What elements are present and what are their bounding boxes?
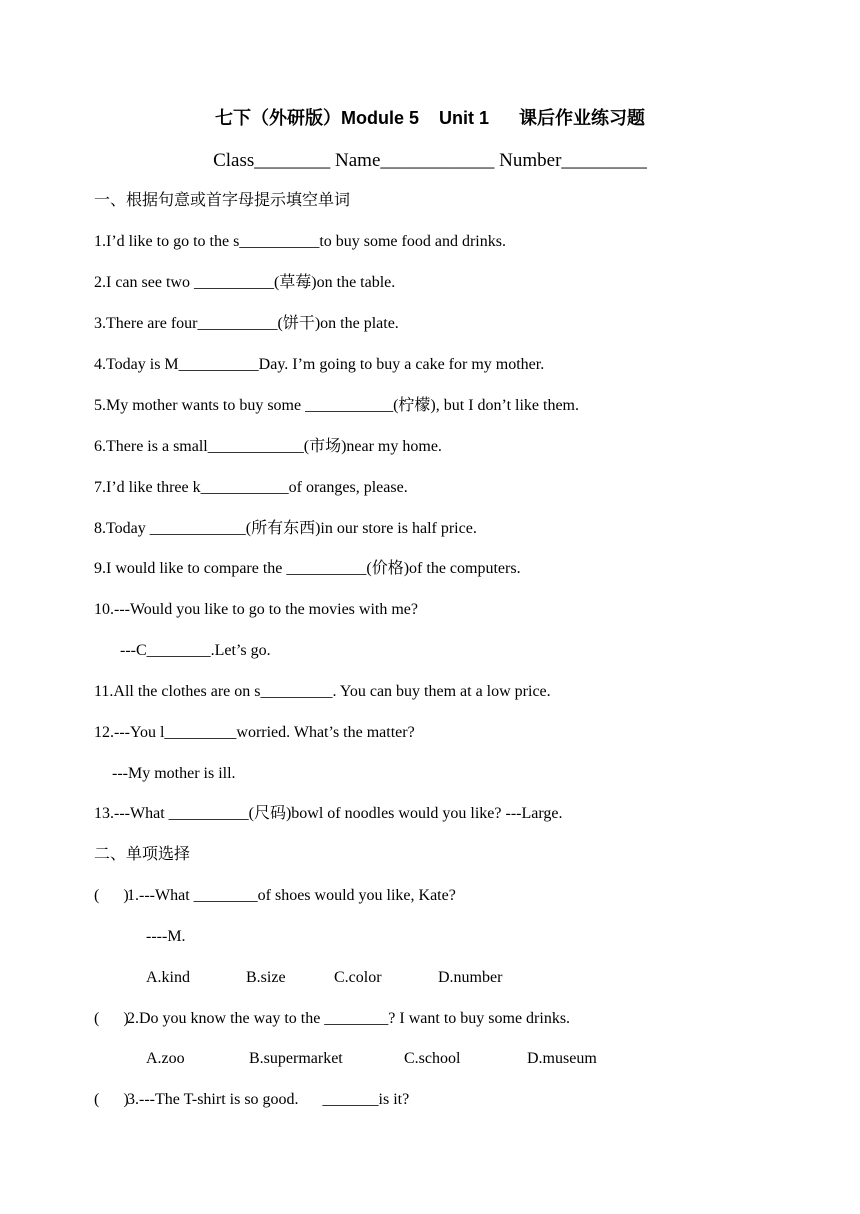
option-b: B.size xyxy=(246,969,286,986)
fill-item: 4.Today is M__________Day. I’m going to buy a cake for my mother. xyxy=(94,356,545,373)
fill-item: 11.All the clothes are on s_________. You can buy them at a low price. xyxy=(94,683,551,700)
question-reply: ----M. xyxy=(146,928,186,945)
fill-item: 2.I can see two __________(草莓)on the table. xyxy=(94,274,396,291)
option-c: C.school xyxy=(404,1050,461,1067)
fill-item: 1.I’d like to go to the s__________to buy some food and drinks. xyxy=(94,233,506,250)
fill-item: 6.There is a small____________(市场)near my home. xyxy=(94,438,442,455)
section2-heading: 二、单项选择 xyxy=(94,846,191,863)
question-stem: 1.---What ________of shoes would you like, Kate? xyxy=(127,887,456,904)
answer-parenthesis: ( ) xyxy=(94,1010,129,1027)
option-d: D.museum xyxy=(527,1050,597,1067)
class-name-number-line: Class________ Name____________ Number_________ xyxy=(213,150,647,171)
fill-item-reply: ---C________.Let’s go. xyxy=(120,642,271,659)
option-a: A.kind xyxy=(146,969,190,986)
question-stem: 2.Do you know the way to the ________? I want to buy some drinks. xyxy=(127,1010,571,1027)
fill-item-reply: ---My mother is ill. xyxy=(112,765,236,782)
fill-item: 10.---Would you like to go to the movies with me? xyxy=(94,601,418,618)
fill-item: 12.---You l_________worried. What’s the matter? xyxy=(94,724,415,741)
option-a: A.zoo xyxy=(146,1050,185,1067)
fill-item: 8.Today ____________(所有东西)in our store is half price. xyxy=(94,520,477,537)
fill-item: 13.---What __________(尺码)bowl of noodles would you like? ---Large. xyxy=(94,805,563,822)
fill-item: 3.There are four__________(饼干)on the plate. xyxy=(94,315,399,332)
option-d: D.number xyxy=(438,969,503,986)
fill-item: 7.I’d like three k___________of oranges, please. xyxy=(94,479,408,496)
option-b: B.supermarket xyxy=(249,1050,343,1067)
section1-heading: 一、根据句意或首字母提示填空单词 xyxy=(94,192,351,209)
answer-parenthesis: ( ) xyxy=(94,1091,129,1108)
question-stem: 3.---The T-shirt is so good. _______is it? xyxy=(127,1091,410,1108)
fill-item: 5.My mother wants to buy some ___________(柠檬), but I don’t like them. xyxy=(94,397,579,414)
fill-item: 9.I would like to compare the __________(价格)of the computers. xyxy=(94,560,521,577)
option-c: C.color xyxy=(334,969,382,986)
answer-parenthesis: ( ) xyxy=(94,887,129,904)
page-title: 七下（外研版）Module 5 Unit 1 课后作业练习题 xyxy=(214,108,645,128)
